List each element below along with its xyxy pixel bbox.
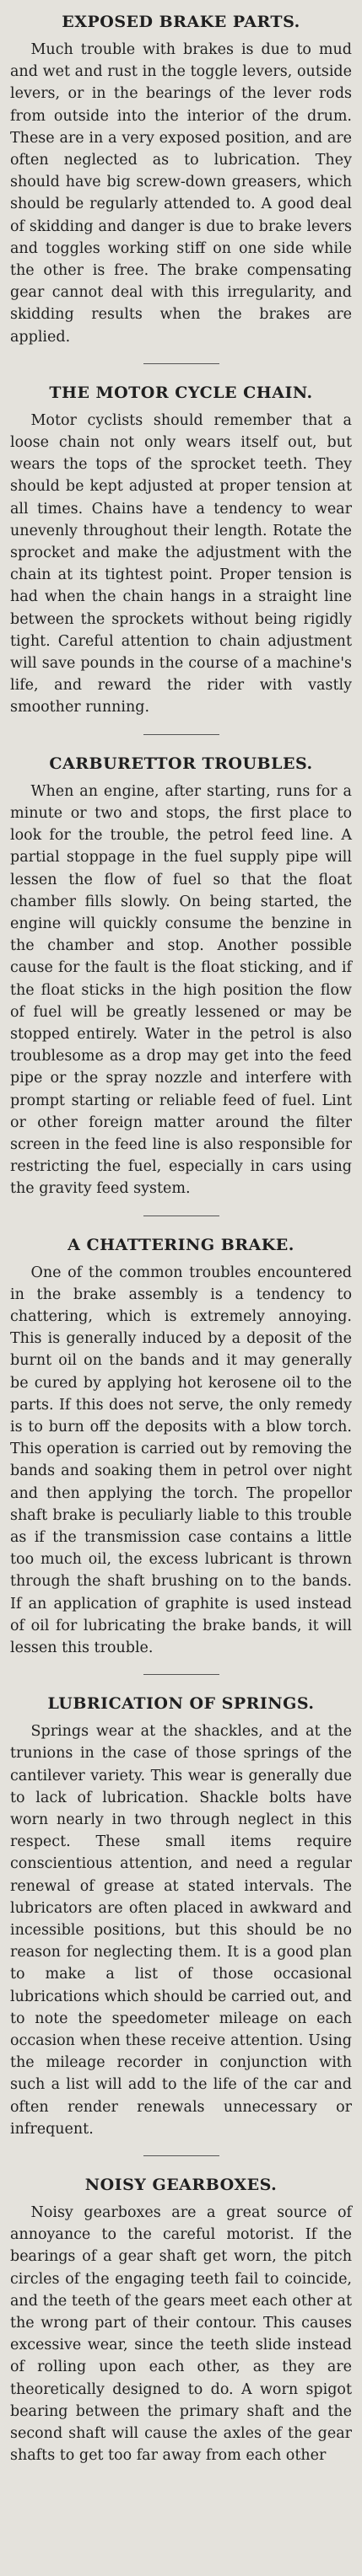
section-divider — [143, 363, 219, 364]
article-noisy-gearboxes — [10, 2175, 352, 2466]
article-body: Noisy gearboxes are a great source of annoyance to the careful motorist. If the bearings of a gear shaft get worn, the pitch circles of the engaging teeth fail to coincide, and the teeth of the gears meet each other at the wrong part of their contour. This causes excessive wear, since the teeth slide instead of rolling upon each other, as they are theoretically designed to do. A worn spigot bearing between the primary shaft and the second shaft will cause the axles of the gear shafts to get too far away from each other — [10, 2204, 352, 2465]
article-exposed-brake-parts — [10, 12, 352, 348]
article-heading: NOISY GEARBOXES. — [84, 2176, 278, 2195]
section-divider — [143, 734, 219, 735]
article-body: Springs wear at the shackles, and at the trunions in the case of those springs of the cantilever variety. This wear is generally due to lack of lubrication. Shackle bolts have worn nearly in two through neglect in this respect. These small items require conscientious attention, and need a regular renewal of grease at stated intervals. The lubricators are often placed in awkward and incessible positions, but this should be no reason for neglecting them. It is a good plan to make a list of those occasional lubrications which should be carried out, and to note the speedometer mileage on each occasion when these receive attention. Using the mileage recorder in conjunction with such a list will add to the life of the car and often render renewals unnecessary or infrequent. — [10, 1723, 352, 2138]
section-divider — [143, 1674, 219, 1675]
article-heading: CARBURETTOR TROUBLES. — [49, 754, 313, 773]
section-divider — [143, 2155, 219, 2156]
article-body: One of the common troubles encountered in the brake assembly is a tendency to chattering, which is extremely annoying. This is generally induced by a deposit of the burnt oil on the bands and it may generally be cured by applying hot kerosene oil to the parts. If this does not serve, the only remedy is to burn off the deposits with a blow torch. This operation is carried out by removing the bands and soaking them in petrol over night and then applying the torch. The propellor shaft brake is peculiarly liable to this trouble as if the transmission case contains a little too much oil, the excess lubricant is thrown through the shaft brushing on to the bands. If an application of graphite is used instead of oil for lubricating the brake bands, it will lessen this trouble. — [10, 1264, 352, 1656]
article-motor-cycle-chain — [10, 383, 352, 719]
article-carburettor-troubles — [10, 754, 352, 1200]
article-heading: THE MOTOR CYCLE CHAIN. — [49, 383, 313, 402]
article-heading: A CHATTERING BRAKE. — [68, 1235, 294, 1254]
article-body: Motor cyclists should remember that a loose chain not only wears itself out, but wears the tops of the sprocket teeth. They should be kept adjusted at proper tension at all times. Chains have a tendency to wear unevenly throughout their length. Rotate the sprocket and make the adjustment with the chain at its tightest point. Proper tension is had when the chain hangs in a straight line between the sprockets without being rigidly tight. Careful attention to chain adjustment will save pounds in the course of a machine's life, and reward the rider with vastly smoother running. — [10, 411, 352, 716]
article-heading: LUBRICATION OF SPRINGS. — [47, 1694, 315, 1714]
article-lubrication-of-springs — [10, 1693, 352, 2140]
article-heading: EXPOSED BRAKE PARTS. — [62, 13, 300, 31]
article-body: When an engine, after starting, runs for a minute or two and stops, the first place to look for the trouble, the petrol feed line. A partial stoppage in the fuel supply pipe will lessen the flow of fuel so that the float chamber fills slowly. On being started, the engine will quickly consume the benzine in the chamber and stop. Another possible cause for the fault is the float sticking, and if the float sticks in the high position the flow of fuel will be greatly lessened or may be stopped entirely. Water in the petrol is also troublesome as a drop may get into the feed pipe or the spray nozzle and interfere with prompt starting or reliable feed of fuel. Lint or other foreign matter around the filter screen in the feed line is also responsible for restricting the fuel, especially in cars using the gravity feed system. — [10, 782, 352, 1198]
article-body: Much trouble with brakes is due to mud and wet and rust in the toggle levers, outside levers, or in the bearings of the lever rods from outside into the interior of the drum. These are in a very exposed position, and are often neglected as to lubrication. They should have big screw-down greasers, which should be regularly attended to. A good deal of skidding and danger is due to brake levers and toggles working stiff on one side while the other is free. The brake compensating gear cannot deal with this irregularity, and skidding results when the brakes are applied. — [10, 41, 352, 346]
article-chattering-brake — [10, 1235, 352, 1660]
